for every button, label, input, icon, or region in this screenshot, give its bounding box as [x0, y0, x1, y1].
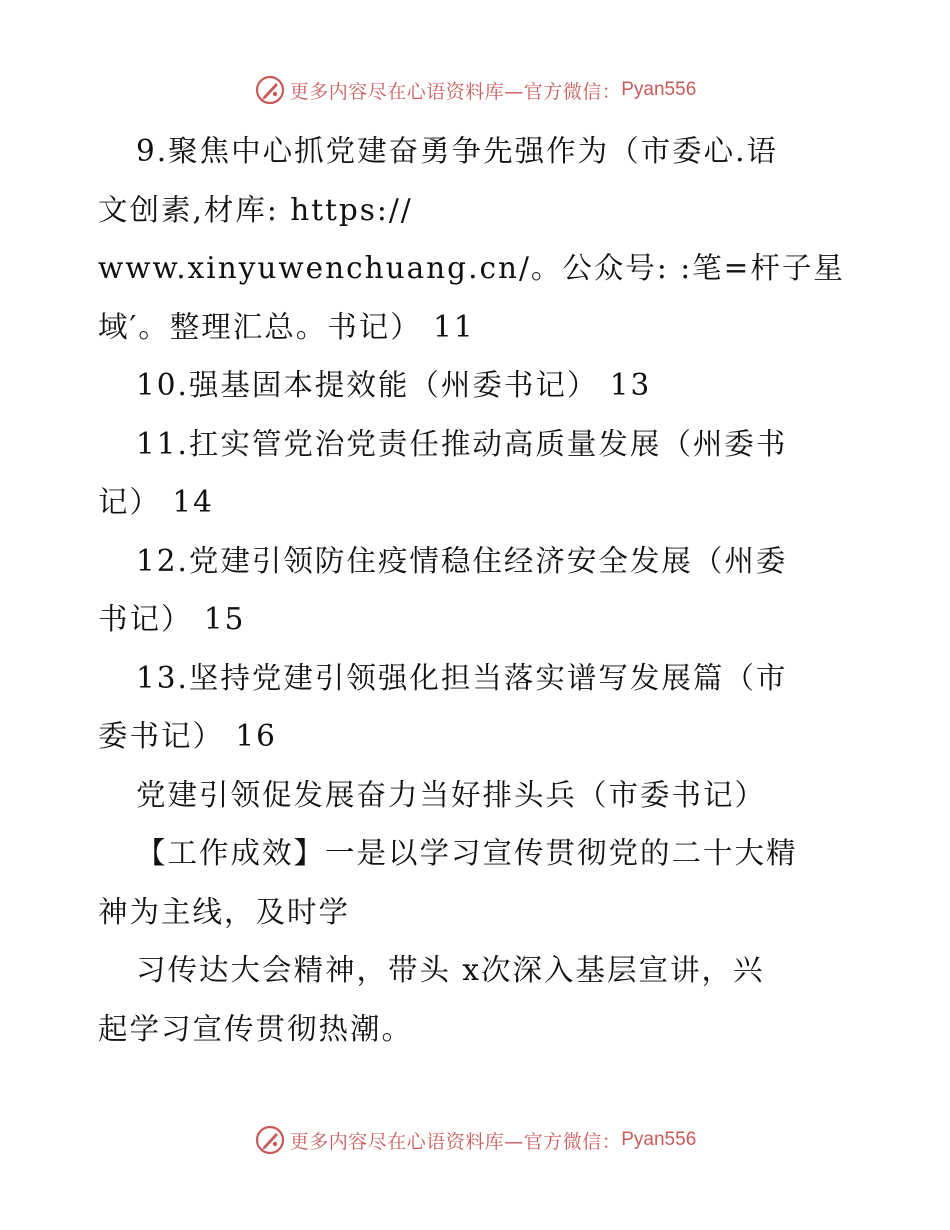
toc-line-10: 13.坚持党建引领强化担当落实谱写发展篇（市: [136, 660, 788, 695]
paragraph-line-1: 【工作成效】一是以学习宣传贯彻党的二十大精: [136, 836, 798, 870]
toc-line-4: 域′。整理汇总。书记） 11: [98, 309, 475, 344]
header-watermark-text: 更多内容尽在心语资料库—官方微信：: [289, 80, 622, 103]
toc-line-11: 委书记） 16: [98, 719, 277, 753]
toc-line-3: www.xinyuwenchuang.cn/。公众号: :笔=杆子星: [98, 251, 845, 285]
footer-watermark-banner: [0, 1122, 950, 1158]
section-title: 党建引领促发展奋力当好排头兵（市委书记）: [136, 777, 767, 812]
paragraph-line-2: 神为主线，及时学: [98, 894, 351, 929]
toc-line-7: 记） 14: [98, 485, 214, 519]
document-body: [98, 122, 858, 1058]
quill-pen-seal-icon: [254, 1124, 286, 1156]
toc-line-9: 书记） 15: [98, 602, 246, 636]
footer-wechat-id: Pyan556: [621, 1129, 697, 1150]
header-watermark-banner: [0, 72, 950, 108]
toc-line-5: 10.强基固本提效能（州委书记） 13: [136, 368, 652, 402]
toc-line-6: 11.扛实管党治党责任推动高质量发展（州委书: [136, 426, 788, 461]
footer-watermark-text: 更多内容尽在心语资料库—官方微信：: [289, 1130, 622, 1153]
paragraph-line-4: 起学习宣传贯彻热潮。: [98, 1011, 414, 1046]
paragraph-line-3: 习传达大会精神，带头 x次深入基层宣讲，兴: [136, 953, 765, 987]
toc-line-8: 12.党建引领防住疫情稳住经济安全发展（州委: [136, 543, 788, 578]
quill-pen-seal-icon: [254, 74, 286, 106]
toc-line-2: 文创素,材库: https://: [98, 192, 413, 227]
header-wechat-id: Pyan556: [621, 79, 697, 100]
toc-line-1: 9.聚焦中心抓党建奋勇争先强作为（市委心.语: [136, 134, 779, 168]
